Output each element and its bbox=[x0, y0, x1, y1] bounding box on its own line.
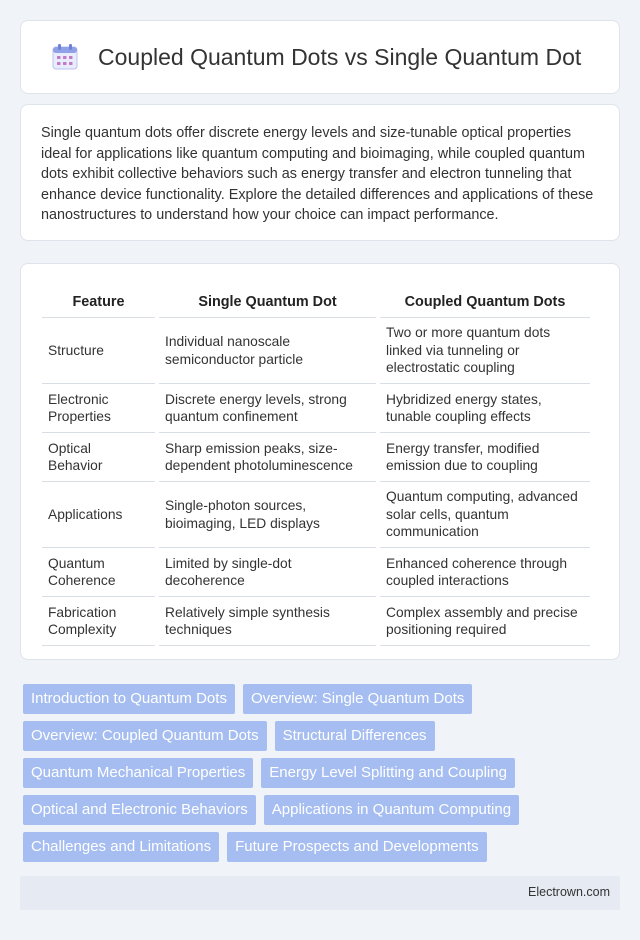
tag-overview-coupled[interactable]: Overview: Coupled Quantum Dots bbox=[23, 721, 267, 751]
tag-future[interactable]: Future Prospects and Developments bbox=[227, 832, 486, 862]
tag-optical-electronic[interactable]: Optical and Electronic Behaviors bbox=[23, 795, 256, 825]
table-cell: Limited by single-dot decoherence bbox=[159, 548, 376, 597]
table-row bbox=[42, 548, 590, 597]
table-cell: Optical Behavior bbox=[42, 433, 155, 482]
comparison-table bbox=[38, 283, 594, 646]
table-row bbox=[42, 433, 590, 482]
table-cell: Hybridized energy states, tunable coupling effects bbox=[380, 384, 590, 433]
footer bbox=[20, 876, 620, 910]
table-cell: Quantum Coherence bbox=[42, 548, 155, 597]
footer-site[interactable]: Electrown.com bbox=[528, 885, 610, 899]
table-header-row bbox=[42, 283, 590, 318]
page-title: Coupled Quantum Dots vs Single Quantum Dot bbox=[98, 43, 582, 70]
table-row bbox=[42, 318, 590, 384]
tag-introduction[interactable]: Introduction to Quantum Dots bbox=[23, 684, 235, 714]
intro-card bbox=[20, 104, 620, 241]
calendar-icon bbox=[50, 42, 80, 72]
tag-structural-differences[interactable]: Structural Differences bbox=[275, 721, 435, 751]
tag-applications[interactable]: Applications in Quantum Computing bbox=[264, 795, 519, 825]
table-row bbox=[42, 597, 590, 646]
column-header: Single Quantum Dot bbox=[159, 283, 376, 318]
table-cell: Individual nanoscale semiconductor particle bbox=[159, 318, 376, 384]
table-cell: Relatively simple synthesis techniques bbox=[159, 597, 376, 646]
table-cell: Sharp emission peaks, size-dependent photoluminescence bbox=[159, 433, 376, 482]
table-cell: Quantum computing, advanced solar cells, quantum communication bbox=[380, 482, 590, 548]
tag-challenges[interactable]: Challenges and Limitations bbox=[23, 832, 219, 862]
column-header: Coupled Quantum Dots bbox=[380, 283, 590, 318]
comparison-card bbox=[20, 263, 620, 660]
table-cell: Enhanced coherence through coupled interactions bbox=[380, 548, 590, 597]
table-cell: Single-photon sources, bioimaging, LED displays bbox=[159, 482, 376, 548]
table-row bbox=[42, 384, 590, 433]
tag-energy-level[interactable]: Energy Level Splitting and Coupling bbox=[261, 758, 515, 788]
table-cell: Two or more quantum dots linked via tunneling or electrostatic coupling bbox=[380, 318, 590, 384]
table-cell: Fabrication Complexity bbox=[42, 597, 155, 646]
topic-tags bbox=[23, 684, 617, 862]
table-cell: Structure bbox=[42, 318, 155, 384]
column-header: Feature bbox=[42, 283, 155, 318]
table-cell: Complex assembly and precise positioning required bbox=[380, 597, 590, 646]
table-cell: Energy transfer, modified emission due to coupling bbox=[380, 433, 590, 482]
table-cell: Electronic Properties bbox=[42, 384, 155, 433]
title-card bbox=[20, 20, 620, 94]
table-cell: Discrete energy levels, strong quantum confinement bbox=[159, 384, 376, 433]
table-row bbox=[42, 482, 590, 548]
tag-quantum-mechanical[interactable]: Quantum Mechanical Properties bbox=[23, 758, 253, 788]
tag-overview-single[interactable]: Overview: Single Quantum Dots bbox=[243, 684, 472, 714]
intro-paragraph: Single quantum dots offer discrete energy levels and size-tunable optical properties ideal for applications like quantum computing and bioimaging, while coupled quantum dots exhibit collective behaviors such as energy transfer and electron tunneling that enhance device functionality. Explore the detailed differences and applications of these nanostructures to understand how your choice can impact performance. bbox=[41, 125, 594, 223]
table-cell: Applications bbox=[42, 482, 155, 548]
